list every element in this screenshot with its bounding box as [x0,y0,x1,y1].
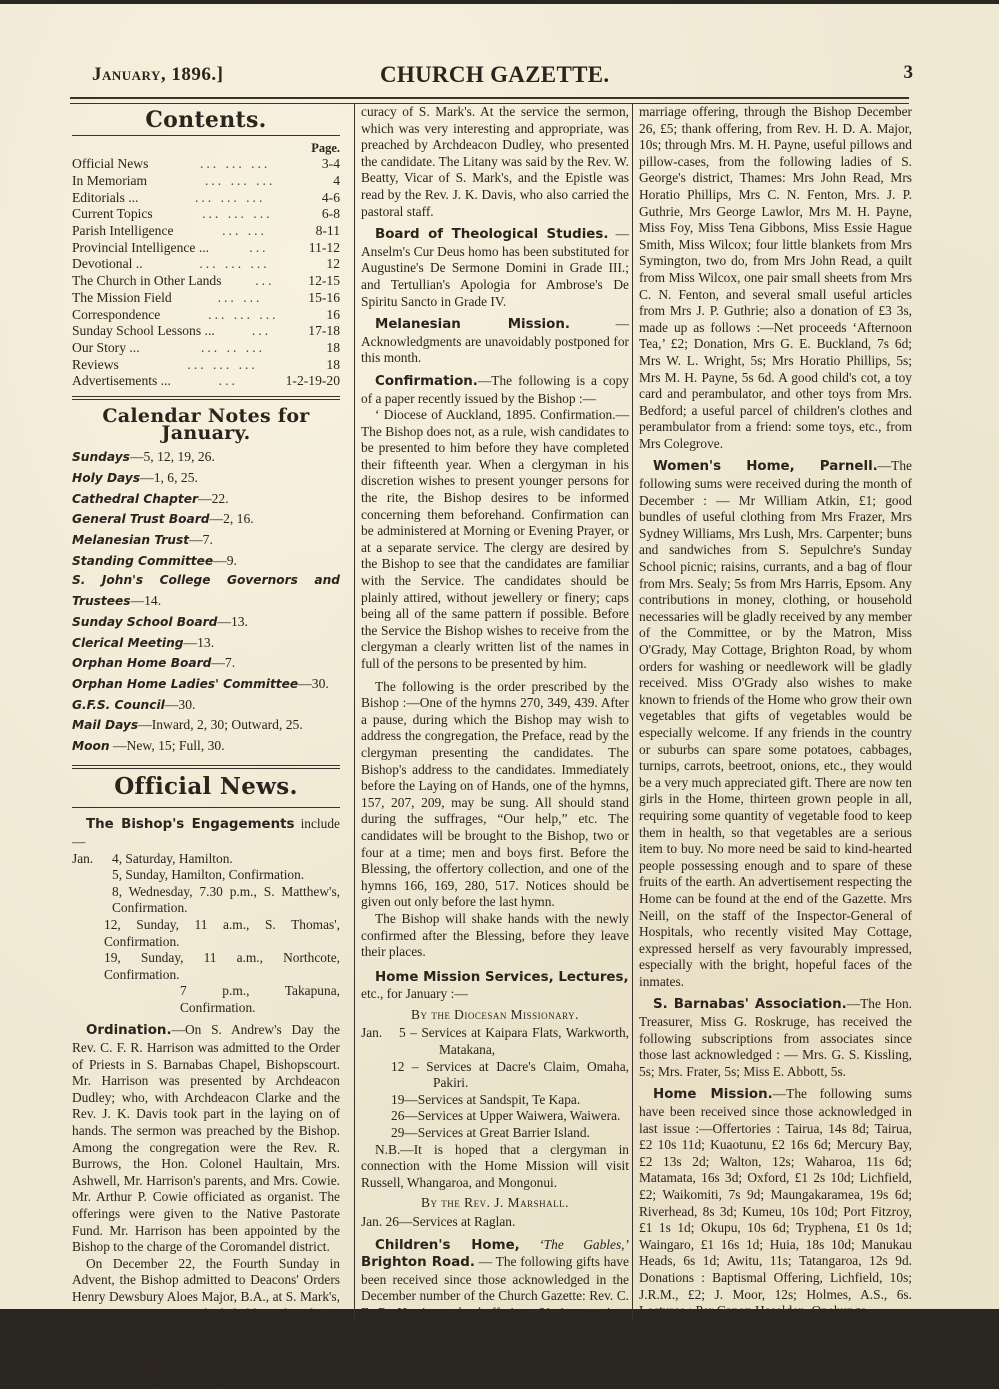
divider [72,765,340,769]
calendar-item-label: Sundays [72,450,130,465]
contents-item [72,190,340,207]
header-rule [70,97,909,104]
contents-item-label: Advertisements ... [72,373,171,389]
melanesian-mission-paragraph: Melanesian Mission. — Acknowledgments are unavoidably postponed for this month. [361,316,629,366]
confirmation-handshake: The Bishop will shake hands with the newly confirmed after the Blessing, before they leave their places. [361,910,629,960]
contents-item [72,156,340,173]
engagements-heading: The Bishop's Engagements [86,817,295,833]
calendar-list [72,447,340,757]
calendar-item [72,571,340,611]
contents-item-label: Sunday School Lessons ... [72,323,215,339]
leader-dots: ... ... ... [187,356,258,372]
calendar-item-label: Moon [72,739,110,754]
column-1 [72,104,340,1389]
calendar-item [72,633,340,654]
service-row: Jan. 5 – Services at Kaipara Flats, Warkworth, Matakana, [361,1025,629,1058]
contents-item-label: Parish Intelligence [72,223,174,238]
calendar-item-label: Standing Committee [72,553,214,568]
contents-item-label: Provincial Intelligence ... [72,239,210,255]
divider [72,135,340,136]
calendar-item [72,736,340,757]
bishops-engagements: The Bishop's Engagements include— Jan. 4, Saturday, Hamilton. 5, Sunday, Hamilton, Confirmation. 8, Wednesday, 7.30 p.m., S. Matthew's, Confirmation. 12, Sunday, 11 a.m., S. Thomas', Confirmation. 19, Sunday, 11 a.m., Northcote, Confirmation. 7 p.m., Takapuna, Confirmation. [72,816,340,1015]
leader-dots: ... [218,373,238,389]
calendar-item [72,509,340,530]
contents-item-page: 12-15 [308,273,340,289]
contents-list [72,156,340,390]
engagement-row: 19, Sunday, 11 a.m., Northcote, Confirmation. [104,950,340,982]
leader-dots: ... [249,239,269,255]
ordination-continued: curacy of S. Mark's. At the service the sermon, which was very interesting and appropriate, was preached by Archdeacon Dudley, who presented the candidate. The Litany was said by the Rev. W. Beatty, Vicar of S. Mark's, and the Epistle was read by the Rev. J. K. Davis, who also carried the pastoral staff. [361,104,629,219]
contents-item-page: 15-16 [308,289,340,305]
calendar-item-label: Clerical Meeting [72,635,184,650]
calendar-item-value: —5, 12, 19, 26. [129,449,215,465]
calendar-item-value: —14. [130,593,162,609]
newspaper-page [0,4,999,1387]
issue-date: January, 1896.] [92,64,224,85]
contents-item [72,273,340,290]
calendar-item-value: —2, 16. [209,511,254,527]
calendar-item-value: —22. [198,490,229,506]
calendar-item-value: —7. [189,532,213,548]
calendar-item [72,612,340,633]
calendar-item-value: —13. [183,634,215,650]
calendar-item-value: —7. [211,655,236,671]
calendar-item [72,530,340,551]
contents-item-page: 18 [326,356,340,372]
leader-dots: ... ... ... [204,172,276,188]
engagement-row: 7 p.m., Takapuna, Confirmation. [180,983,340,1015]
contents-item-page: 17-18 [308,323,340,339]
contents-item-page: 6-8 [321,206,340,222]
contents-item-page: 18 [326,339,340,355]
contents-item-label: The Church in Other Lands [72,273,222,289]
calendar-title: Calendar Notes for January. [102,405,310,444]
contents-item-label: Our Story ... [72,339,140,355]
contents-item-label: Current Topics [72,206,153,222]
calendar-item-label: Mail Days [72,718,139,733]
leader-dots: ... ... [217,289,263,305]
service-row: Jan. 26—Services at Raglan. [361,1214,516,1229]
calendar-item [72,468,340,489]
womens-home-paragraph: Women's Home, Parnell.—The following sums were received during the month of December : — Mr William Atkin, £1; good bundles of useful clothing from Mrs Frazer, Mrs Sydney Williams, Mrs Lush, Mrs. Carpenter; buns and sandwiches from S. Sepulchre's Sunday School picnic; raisins, currants, and a bag of flour from Mrs. Sealy; 5s from Mrs Harris, Epsom. Any contributions in money, clothing, or household necessaries will be gladly received by any member of the Committee, or by the Matron, Miss O'Grady, May Cottage, Brighton Road, by whom orders for washing or needlework will be gladly received. Miss O'Grady also wishes to make known to friends of the Home who grow their own vegetables that gifts of vegetables would be especially welcome. If any friends in the country or suburbs can spare some potatoes, cabbages, turnips, carrots, beetroot, onions, etc., they would be a very much appreciated gift. There are now ten girls in the Home, thirteen grown people in all, requiring some quantity of vegetable food to keep them in health, so that vegetables are a serious item to buy. No more need be said to kind-hearted people possessing enough and to spare of these fruits of the earth. An advertisement respecting the Home can be found at the end of the Gazette. Mrs Neill, on the staff of the Inspector-General of Hospitals, who recently visited May Cottage, expressed herself as very favourably impressed, especially with the bright, hopeful faces of the inmates. [639,458,912,989]
calendar-item-label: Cathedral Chapter [72,491,198,506]
calendar-item-value: —13. [217,613,248,629]
calendar-item-label: General Trust Board [72,512,210,527]
leader-dots: ... .. ... [201,339,265,355]
calendar-item [72,551,340,572]
contents-item-label: Official News [72,156,149,172]
contents-item-label: Devotional .. [72,256,143,272]
contents-item-label: In Memoriam [72,172,148,188]
column-2 [354,104,629,1337]
home-mission-services: Home Mission Services, Lectures, etc., for January :— By the Diocesan Missionary. Jan. 5 – Services at Kaipara Flats, Warkworth, Matakana, 12 – Services at Dacre's Claim, Omaha, Pakiri. 19—Services at Sandspit, Te Kapa. 26—Services at Upper Waiwera, Waiwera. 29—Services at Great Barrier Island. N.B.—It is hoped that a clergyman in connection with the Home Mission will visit Russell, Whangaroa, and Mongonui. By the Rev. J. Marshall. Jan. 26—Services at Raglan. [361,969,629,1229]
contents-item-page: 12 [326,256,340,272]
service-row: 26—Services at Upper Waiwera, Waiwera. [391,1108,621,1124]
contents-item [72,323,340,340]
leader-dots: ... ... ... [194,189,266,205]
contents-item [72,290,340,307]
engagement-row: 12, Sunday, 11 a.m., S. Thomas', Confirmation. [104,916,340,949]
leader-dots: ... [251,323,272,339]
contents-item [72,256,340,273]
leader-dots: ... ... [222,223,267,238]
leader-dots: ... [255,273,275,289]
home-mission-paragraph: Home Mission.—The following sums have been received since those acknowledged in last issue :—Offertories : Tairua, 14s 8d; Tairua, £2 10s 11d; Kuaotunu, £2 16s 6d; Mercury Bay, £2 13s 2d; Walton, 12s; Waharoa, 11s 6d; Matamata, 16s 3d; Oxford, £1 2s 10d; Lichfield, £2; Waikomiti, 7s 9d; Maungakaramea, 19s 6d; Riverhead, 8s 3d; Kumeu, 10s 10d; Port Fitzroy, £1 1s 1d; Okupu, 10s 6d; Tryphena, £1 0s 1d; Waingaro, £1 16s 1d; Huia, 18s 10d; Manukau Heads, 6s 1d; Awitu, 11s; Tatangaroa, 12s 9d. Donations : Baptismal Offering, Lichfield, 10s; J.R.M., £2; J. Moor, 12s; Holmes, A.S., 6s. Lectures : Per Canon Haselden, Onehunga, [639,1086,912,1319]
page-header [70,62,913,98]
contents-item-page: 4-6 [321,189,340,205]
page-number: 3 [903,62,913,83]
contents-item [72,206,340,223]
calendar-item-value: —30. [298,675,329,691]
contents-item-page: 1-2-19-20 [285,373,340,389]
official-news-title: Official News. [114,772,298,800]
contents-item-label: Editorials ... [72,189,139,205]
contents-title: Contents. [145,107,267,133]
childrens-home-continued: marriage offering, through the Bishop December 26, £5; thank offering, from Rev. H. D. A. Major, 10s; through Mrs. M. H. Payne, useful pillows and pillow-cases, from the following ladies of S. George's district, Thames: Mrs John Read, Mrs Horatio Phillips, Mrs C. N. Fenton, Mrs. J. P. Guthrie, Mrs George Lawlor, Mrs M. H. Payne, Miss Foy, Miss Tena Gibbons, Miss Essie Hague Smith, Miss Wilcox; four little blankets from Mrs Symington, two do, from Mrs John Read, a quilt from Miss Wilcox, one pair small sheets from Mrs C. N. Fenton, and several small useful articles from Mrs J. P. Guthrie; also a donation of £3 3s, made up as follows :—Net proceeds ‘Afternoon Tea,’ £2; Donation, Mrs G. E. Buckland, 7s 6d; Mrs W. L. Wright, 5s; Mrs Horatio Phillips, 5s; Mrs M. H. Payne, 5s 6d. A good child's cot, a toy card and perambulator, and other toys from Mrs. Bedford; a useful parcel of children's clothes and perambulator from a friend: some toys, etc., from Mrs Colegrove. [639,104,912,451]
service-row: 12 – Services at Dacre's Claim, Omaha, Pakiri. [391,1058,629,1091]
contents-item [72,223,340,240]
barnabas-association-paragraph: S. Barnabas' Association.—The Hon. Treasurer, Miss G. Roskruge, has received the following subscriptions from associates since those last acknowledged : — Mrs. G. S. Kissling, 5s; Mrs. Frater, 5s; Miss E. Abbott, 5s. [639,996,912,1079]
confirmation-paragraph: Confirmation.—The following is a copy of a paper recently issued by the Bishop :— [361,372,629,406]
calendar-item [72,489,340,510]
contents-item-page: 11-12 [308,239,340,255]
home-mission-note: N.B.—It is hoped that a clergyman in connection with the Home Mission will visit Russell, Whangaroa, and Mongonui. [361,1141,629,1190]
calendar-item-label: S. John's College Governors and Trustees [72,573,340,609]
calendar-item-label: Orphan Home Board [72,656,212,671]
calendar-item [72,653,340,674]
publication-title: CHURCH GAZETTE. [380,62,610,87]
contents-page-header: Page. [311,140,340,155]
contents-item [72,340,340,357]
calendar-item-label: Orphan Home Ladies' Committee [72,676,299,691]
divider [72,807,340,808]
calendar-item [72,695,340,716]
calendar-item-value: —Inward, 2, 30; Outward, 25. [138,717,303,733]
calendar-item-label: Holy Days [72,470,141,485]
diocesan-missionary-title: By the Diocesan Missionary. [411,1006,579,1022]
leader-dots: ... ... ... [199,256,270,272]
marshall-title: By the Rev. J. Marshall. [421,1195,569,1211]
contents-item [72,240,340,257]
leader-dots: ... ... ... [208,306,279,322]
calendar-item-value: —30. [164,696,196,712]
contents-item-page: 4 [333,172,340,188]
contents-item-page: 3-4 [321,156,340,172]
childrens-home-paragraph: Children's Home, ‘The Gables,’ Brighton Road. — The following gifts have been received since those acknowledged in the December number of the Church Gazette: Rev. C. F. R. Harrison, thankoffering, £1 1s; marriage offering, through the Bishop, December 18, £5; [361,1236,629,1337]
engagement-row: 5, Sunday, Hamilton, Confirmation. [112,867,305,883]
theological-studies-paragraph: Board of Theological Studies. — Anselm's Cur Deus homo has been substituted for Augustine's De Sermone Domini in Grade III.; and Tertullian's Apologia for Ambrose's De Spiritu Sancto in Grade IV. [361,226,629,309]
confirmation-order: The following is the order prescribed by the Bishop :—One of the hymns 270, 349, 439. After a pause, during which the Bishop may wish to address the congregation, the Preface, read by the clergyman presenting the candidates. The Bishop's address to the candidates. Immediately before the Laying on of Hands, one of the hymns, 157, 207, 209, may be sung. All should stand during the suffrages, “Our help,” etc. The candidates will be brought to the Bishop, two or four at a time; men and boys first. Before the Blessing, the offertory collection, and one of the hymns 166, 169, 280, 517. Notices should be given out only before the last hymn. [361,678,629,910]
contents-item [72,307,340,324]
calendar-item-label: Sunday School Board [72,614,218,629]
calendar-item-label: G.F.S. Council [72,697,165,712]
ordination-paragraph: Ordination.—On S. Andrew's Day the Rev. C. F. R. Harrison was admitted to the Order of Priests in S. Barnabas Chapel, Bishopscourt. Mr. Harrison was presented by Archdeacon Dudley; who, with Archdeacon Clarke and the Rev. J. K. Davis took part in the laying on of hands. The sermon was preached by the Bishop. Among the congregation were the Rev. R. Burrows, the Hon. Colonel Haultain, Mrs. Ashwell, Mr. Harrison's parents, and Mrs. Cowie. Mr. Arthur P. Cowie officiated as organist. The offerings were given to the Native Pastorate Fund. Mr. Harrison has been appointed by the Bishop to the charge of the Coromandel district. [72,1022,340,1255]
divider [72,396,340,400]
calendar-item [72,715,340,736]
contents-item-label: The Mission Field [72,289,172,305]
leader-dots: ... ... ... [202,206,273,222]
column-3 [632,104,912,1319]
calendar-item-value: —9. [213,552,237,568]
leader-dots: ... ... ... [199,156,271,172]
contents-item-page: 16 [326,306,340,322]
calendar-item-label: Melanesian Trust [72,533,190,548]
calendar-item-value: —1, 6, 25. [140,469,198,485]
confirmation-paper: ‘ Diocese of Auckland, 1895. Confirmation.—The Bishop does not, as a rule, wish candidates to be presented to him before they have completed their fifteenth year. When a clergyman in his discretion wishes to present younger persons for the rite, the Bishop desires to be informed concerning them beforehand. Confirmation can be administered at Morning or Evening Prayer, or at a separate service. The clergy are desired by the Bishop to see that the candidates are familiar with the Service. The candidates should be plainly attired, without jewellery or finery; caps being all of the same pattern if possible. Before the Service the Bishop wishes to receive from the clergyman a clearly written list of the names in full of the persons to be presented by him. [361,407,629,671]
contents-item-page: 8-11 [315,223,340,238]
calendar-item [72,447,340,468]
engagement-row: Jan. 4, Saturday, Hamilton. [72,850,233,866]
calendar-item [72,674,340,695]
calendar-item-value: —New, 15; Full, 30. [109,738,225,754]
contents-item [72,357,340,374]
contents-item [72,173,340,190]
engagement-row: 8, Wednesday, 7.30 p.m., S. Matthew's, Confirmation. [112,883,340,916]
contents-item-label: Correspondence [72,306,161,322]
contents-item [72,373,340,390]
ordination-paragraph-2: On December 22, the Fourth Sunday in Advent, the Bishop admitted to Deacons' Orders Henry Dewsbury Aloes Major, B.A., at S. Mark's, Remuera. Mr. Major had held a foundation scholarship at S. John's College, and holds a senior scholarship of the University of New Zealand, having taken his B.A. in 1895. He has been licensed by the Bishop to the [72,1255,340,1387]
service-row: 19—Services at Sandspit, Te Kapa. [391,1091,581,1107]
contents-item-label: Reviews [72,356,119,372]
service-row: 29—Services at Great Barrier Island. [391,1125,590,1141]
